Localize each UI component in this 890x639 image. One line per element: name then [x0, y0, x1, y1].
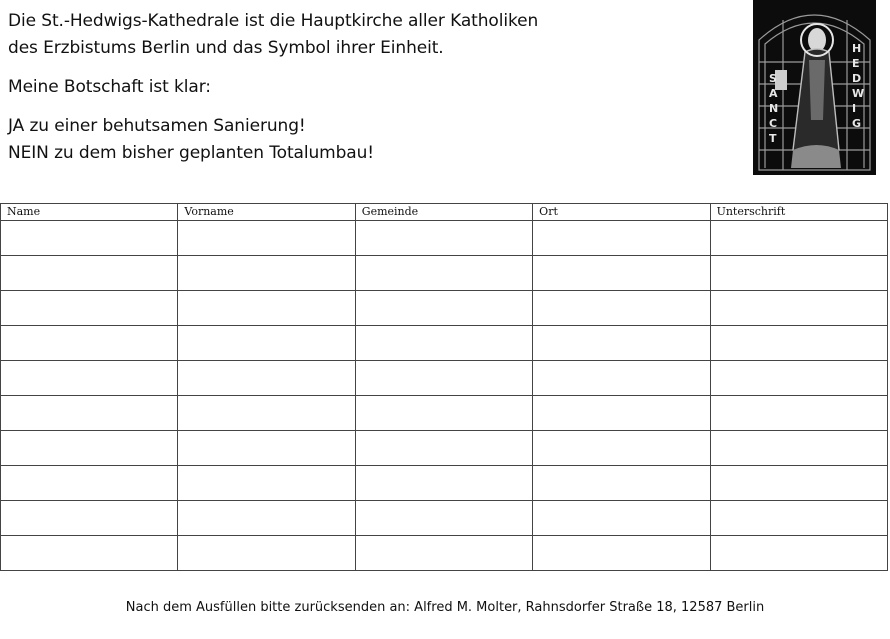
intro-line-1: Die St.-Hedwigs-Kathedrale ist die Hauptkirche aller Katholiken: [8, 11, 539, 31]
signature-cell[interactable]: [355, 466, 532, 501]
return-address: Nach dem Ausfüllen bitte zurücksenden an: Alfred M. Molter, Rahnsdorfer Straße 18, 12587 Berlin: [125, 600, 765, 615]
signature-cell[interactable]: [533, 291, 710, 326]
signature-cell[interactable]: [355, 291, 532, 326]
signature-cell[interactable]: [178, 256, 355, 291]
signature-cell[interactable]: [178, 431, 355, 466]
signature-cell[interactable]: [178, 291, 355, 326]
table-row: [1, 256, 888, 291]
table-row: [1, 361, 888, 396]
table-row: [1, 326, 888, 361]
column-header-ort: Ort: [533, 204, 710, 221]
signature-table: [0, 203, 888, 571]
window-letter: A: [769, 87, 778, 100]
signature-cell[interactable]: [533, 256, 710, 291]
signature-cell[interactable]: [1, 536, 178, 571]
signature-cell[interactable]: [533, 361, 710, 396]
table-row: [1, 396, 888, 431]
signature-cell[interactable]: [178, 536, 355, 571]
intro-line-3: Meine Botschaft ist klar:: [8, 77, 211, 97]
table-row: [1, 536, 888, 571]
signature-cell[interactable]: [355, 501, 532, 536]
signature-cell[interactable]: [1, 326, 178, 361]
signature-cell[interactable]: [355, 396, 532, 431]
signature-cell[interactable]: [533, 221, 710, 256]
signature-cell[interactable]: [178, 396, 355, 431]
signature-cell[interactable]: [710, 291, 887, 326]
window-letter: W: [852, 87, 865, 100]
signature-cell[interactable]: [355, 536, 532, 571]
window-letter: D: [852, 72, 862, 85]
signature-cell[interactable]: [355, 431, 532, 466]
signature-cell[interactable]: [710, 431, 887, 466]
table-header-row: [1, 204, 888, 221]
signature-cell[interactable]: [355, 221, 532, 256]
signature-cell[interactable]: [710, 501, 887, 536]
signature-cell[interactable]: [1, 501, 178, 536]
window-letter: T: [769, 132, 777, 145]
signature-cell[interactable]: [533, 466, 710, 501]
intro-line-2: des Erzbistums Berlin und das Symbol ihrer Einheit.: [8, 38, 444, 58]
signature-cell[interactable]: [355, 256, 532, 291]
signature-cell[interactable]: [533, 396, 710, 431]
window-letter: S: [769, 72, 777, 85]
column-header-gemeinde: Gemeinde: [355, 204, 532, 221]
window-letter: H: [852, 42, 862, 55]
signature-cell[interactable]: [710, 396, 887, 431]
signature-cell[interactable]: [710, 361, 887, 396]
table-row: [1, 431, 888, 466]
signature-cell[interactable]: [533, 326, 710, 361]
column-header-unterschrift: Unterschrift: [710, 204, 887, 221]
signature-cell[interactable]: [710, 256, 887, 291]
table-row: [1, 221, 888, 256]
signature-cell[interactable]: [710, 326, 887, 361]
intro-line-5: NEIN zu dem bisher geplanten Totalumbau!: [8, 143, 374, 163]
signature-cell[interactable]: [1, 431, 178, 466]
signature-rows: [1, 221, 888, 571]
signature-cell[interactable]: [533, 431, 710, 466]
signature-cell[interactable]: [178, 501, 355, 536]
signature-cell[interactable]: [355, 361, 532, 396]
window-letter: E: [852, 57, 860, 70]
signature-cell[interactable]: [533, 501, 710, 536]
signature-cell[interactable]: [1, 221, 178, 256]
signature-cell[interactable]: [178, 361, 355, 396]
table-row: [1, 291, 888, 326]
window-letter: I: [852, 102, 857, 115]
stained-glass-window-image: [753, 0, 876, 175]
signature-cell[interactable]: [710, 466, 887, 501]
window-letter: C: [769, 117, 778, 130]
signature-cell[interactable]: [1, 291, 178, 326]
signature-cell[interactable]: [710, 536, 887, 571]
column-header-name: Name: [1, 204, 178, 221]
table-row: [1, 501, 888, 536]
signature-cell[interactable]: [1, 361, 178, 396]
window-letter: N: [769, 102, 779, 115]
intro-line-4: JA zu einer behutsamen Sanierung!: [8, 116, 306, 136]
window-letter: G: [852, 117, 862, 130]
signature-cell[interactable]: [178, 466, 355, 501]
signature-cell[interactable]: [1, 466, 178, 501]
signature-cell[interactable]: [533, 536, 710, 571]
signature-cell[interactable]: [355, 326, 532, 361]
signature-cell[interactable]: [710, 221, 887, 256]
intro-text: [8, 8, 538, 167]
signature-cell[interactable]: [178, 221, 355, 256]
signature-cell[interactable]: [1, 396, 178, 431]
signature-cell[interactable]: [1, 256, 178, 291]
signature-cell[interactable]: [178, 326, 355, 361]
table-row: [1, 466, 888, 501]
column-header-vorname: Vorname: [178, 204, 355, 221]
